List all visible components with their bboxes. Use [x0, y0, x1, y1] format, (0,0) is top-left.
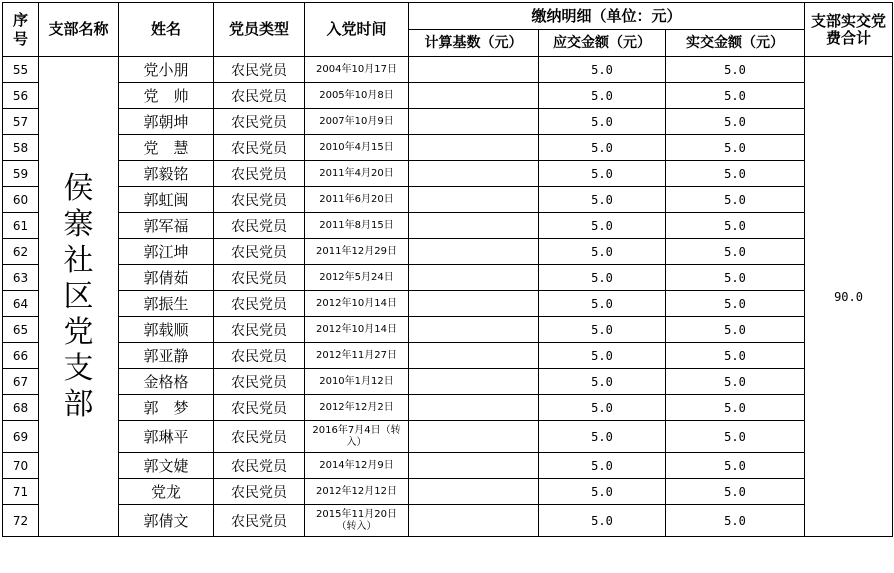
row-name: 郭毅铭 [119, 161, 214, 187]
header-name: 姓名 [119, 3, 214, 57]
table-row [3, 395, 893, 421]
join-date-line: 2012年12月2日 [319, 401, 394, 413]
row-join-date [305, 187, 409, 213]
row-due: 5.0 [539, 291, 666, 317]
row-join-date [305, 505, 409, 537]
join-date-note: （转入） [336, 520, 377, 532]
row-name: 郭军福 [119, 213, 214, 239]
row-join-date [305, 57, 409, 83]
row-seq: 62 [3, 239, 39, 265]
header-branch-name: 支部名称 [39, 3, 119, 57]
row-seq: 63 [3, 265, 39, 291]
row-name: 郭亚静 [119, 343, 214, 369]
join-date-line: 2015年11月20日 [316, 508, 397, 520]
table-row [3, 421, 893, 453]
table-row [3, 109, 893, 135]
row-name: 郭倩茹 [119, 265, 214, 291]
row-base [409, 135, 539, 161]
row-base [409, 239, 539, 265]
row-due: 5.0 [539, 109, 666, 135]
row-member-type: 农民党员 [214, 343, 305, 369]
row-name: 郭江坤 [119, 239, 214, 265]
join-date-line: 2012年11月27日 [316, 349, 397, 361]
row-join-date [305, 239, 409, 265]
row-base [409, 479, 539, 505]
join-date-line: 2012年5月24日 [319, 271, 394, 283]
row-seq: 70 [3, 453, 39, 479]
row-member-type: 农民党员 [214, 135, 305, 161]
row-due: 5.0 [539, 83, 666, 109]
row-base [409, 291, 539, 317]
row-member-type: 农民党员 [214, 109, 305, 135]
join-date-line: 2011年6月20日 [319, 193, 394, 205]
row-due: 5.0 [539, 395, 666, 421]
row-seq: 56 [3, 83, 39, 109]
row-due: 5.0 [539, 161, 666, 187]
join-date-line: 2010年4月15日 [319, 141, 394, 153]
row-paid: 5.0 [666, 187, 805, 213]
table-header [3, 3, 893, 57]
row-base [409, 421, 539, 453]
table-row [3, 369, 893, 395]
row-join-date [305, 265, 409, 291]
row-name: 党小朋 [119, 57, 214, 83]
row-base [409, 453, 539, 479]
row-paid: 5.0 [666, 161, 805, 187]
row-join-date [305, 395, 409, 421]
row-due: 5.0 [539, 135, 666, 161]
row-join-date [305, 453, 409, 479]
row-due: 5.0 [539, 369, 666, 395]
row-paid: 5.0 [666, 239, 805, 265]
row-due: 5.0 [539, 239, 666, 265]
row-paid: 5.0 [666, 317, 805, 343]
row-paid: 5.0 [666, 453, 805, 479]
row-member-type: 农民党员 [214, 291, 305, 317]
row-join-date [305, 343, 409, 369]
header-branch-total: 支部实交党费合计 [805, 3, 893, 57]
join-date-line: 2010年1月12日 [319, 375, 394, 387]
join-date-line: 2011年12月29日 [316, 245, 397, 257]
table-row [3, 135, 893, 161]
row-due: 5.0 [539, 187, 666, 213]
row-name: 党 慧 [119, 135, 214, 161]
row-seq: 55 [3, 57, 39, 83]
table-row [3, 213, 893, 239]
row-member-type: 农民党员 [214, 505, 305, 537]
row-name: 金格格 [119, 369, 214, 395]
table-row [3, 187, 893, 213]
join-date-note: 入） [346, 436, 367, 448]
row-join-date [305, 161, 409, 187]
row-paid: 5.0 [666, 213, 805, 239]
row-base [409, 161, 539, 187]
row-paid: 5.0 [666, 479, 805, 505]
row-base [409, 505, 539, 537]
header-member-type: 党员类型 [214, 3, 305, 57]
row-seq: 61 [3, 213, 39, 239]
row-paid: 5.0 [666, 395, 805, 421]
row-paid: 5.0 [666, 265, 805, 291]
row-seq: 69 [3, 421, 39, 453]
row-join-date [305, 83, 409, 109]
join-date-line: 2012年12月12日 [316, 485, 397, 497]
row-member-type: 农民党员 [214, 369, 305, 395]
row-seq: 72 [3, 505, 39, 537]
row-member-type: 农民党员 [214, 161, 305, 187]
row-join-date [305, 213, 409, 239]
join-date-line: 2014年12月9日 [319, 459, 394, 471]
branch-name-cell [39, 57, 119, 537]
row-seq: 59 [3, 161, 39, 187]
row-paid: 5.0 [666, 505, 805, 537]
row-name: 郭倩文 [119, 505, 214, 537]
row-seq: 57 [3, 109, 39, 135]
row-join-date [305, 317, 409, 343]
row-base [409, 83, 539, 109]
row-name: 郭虹闽 [119, 187, 214, 213]
join-date-line: 2012年10月14日 [316, 297, 397, 309]
row-paid: 5.0 [666, 291, 805, 317]
row-name: 郭朝坤 [119, 109, 214, 135]
row-due: 5.0 [539, 421, 666, 453]
row-due: 5.0 [539, 453, 666, 479]
row-due: 5.0 [539, 213, 666, 239]
table-row [3, 317, 893, 343]
branch-total-value: 90.0 [805, 57, 893, 537]
row-member-type: 农民党员 [214, 395, 305, 421]
row-member-type: 农民党员 [214, 479, 305, 505]
row-seq: 58 [3, 135, 39, 161]
branch-name: 侯寨社区党支部 [63, 170, 94, 422]
row-join-date [305, 109, 409, 135]
table-row [3, 291, 893, 317]
row-base [409, 317, 539, 343]
party-dues-table [2, 2, 893, 537]
row-base [409, 395, 539, 421]
header-join-date: 入党时间 [305, 3, 409, 57]
row-due: 5.0 [539, 317, 666, 343]
row-base [409, 187, 539, 213]
row-seq: 65 [3, 317, 39, 343]
row-member-type: 农民党员 [214, 83, 305, 109]
row-base [409, 57, 539, 83]
join-date-line: 2016年7月4日（转 [312, 424, 401, 436]
row-name: 郭文婕 [119, 453, 214, 479]
row-name: 党龙 [119, 479, 214, 505]
header-due: 应交金额（元） [539, 30, 666, 57]
table-row [3, 453, 893, 479]
row-name: 党 帅 [119, 83, 214, 109]
row-member-type: 农民党员 [214, 421, 305, 453]
join-date-line: 2004年10月17日 [316, 63, 397, 75]
row-due: 5.0 [539, 505, 666, 537]
table-row [3, 479, 893, 505]
row-base [409, 369, 539, 395]
row-member-type: 农民党员 [214, 239, 305, 265]
row-paid: 5.0 [666, 343, 805, 369]
table-body [3, 57, 893, 537]
row-join-date [305, 479, 409, 505]
row-member-type: 农民党员 [214, 213, 305, 239]
row-due: 5.0 [539, 479, 666, 505]
row-member-type: 农民党员 [214, 453, 305, 479]
row-due: 5.0 [539, 57, 666, 83]
row-base [409, 213, 539, 239]
join-date-line: 2007年10月9日 [319, 115, 394, 127]
table-row [3, 57, 893, 83]
row-paid: 5.0 [666, 421, 805, 453]
row-due: 5.0 [539, 343, 666, 369]
row-name: 郭振生 [119, 291, 214, 317]
row-member-type: 农民党员 [214, 187, 305, 213]
table-row [3, 265, 893, 291]
row-member-type: 农民党员 [214, 317, 305, 343]
header-payment-detail: 缴纳明细（单位：元） [409, 3, 805, 30]
row-seq: 71 [3, 479, 39, 505]
row-name: 郭载顺 [119, 317, 214, 343]
row-name: 郭琳平 [119, 421, 214, 453]
row-join-date [305, 369, 409, 395]
row-base [409, 109, 539, 135]
join-date-line: 2005年10月8日 [319, 89, 394, 101]
table-row [3, 505, 893, 537]
table-row [3, 239, 893, 265]
join-date-line: 2011年8月15日 [319, 219, 394, 231]
row-name: 郭 梦 [119, 395, 214, 421]
row-seq: 66 [3, 343, 39, 369]
row-join-date [305, 135, 409, 161]
row-seq: 68 [3, 395, 39, 421]
row-paid: 5.0 [666, 135, 805, 161]
join-date-line: 2012年10月14日 [316, 323, 397, 335]
row-seq: 64 [3, 291, 39, 317]
row-join-date [305, 291, 409, 317]
row-base [409, 265, 539, 291]
table-row [3, 343, 893, 369]
row-seq: 67 [3, 369, 39, 395]
row-member-type: 农民党员 [214, 57, 305, 83]
row-due: 5.0 [539, 265, 666, 291]
row-paid: 5.0 [666, 369, 805, 395]
row-paid: 5.0 [666, 109, 805, 135]
row-base [409, 343, 539, 369]
table-row [3, 83, 893, 109]
row-member-type: 农民党员 [214, 265, 305, 291]
join-date-line: 2011年4月20日 [319, 167, 394, 179]
row-join-date [305, 421, 409, 453]
row-paid: 5.0 [666, 57, 805, 83]
header-paid: 实交金额（元） [666, 30, 805, 57]
header-base: 计算基数（元） [409, 30, 539, 57]
table-row [3, 161, 893, 187]
row-paid: 5.0 [666, 83, 805, 109]
header-seq: 序号 [3, 3, 39, 57]
row-seq: 60 [3, 187, 39, 213]
